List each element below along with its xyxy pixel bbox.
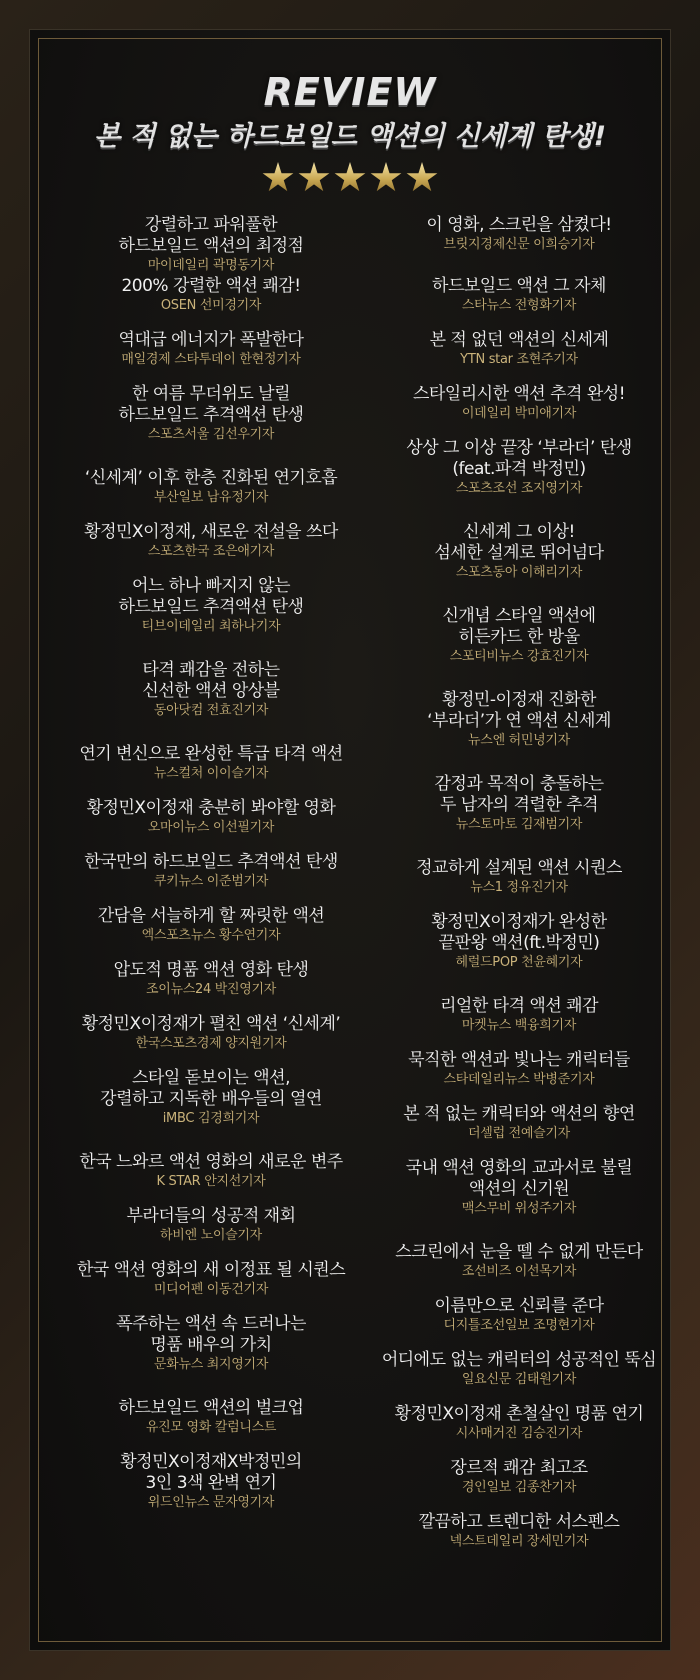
review-source: 스타뉴스 전형화기자 [461,298,577,313]
review-headline: 이 영화, 스크린을 삼켰다! [426,215,612,235]
review-source: 위드인뉴스 문자영기자 [147,1495,275,1510]
review-source: 시사매거진 김승진기자 [455,1426,583,1441]
review-item [55,852,367,890]
review-source: 마켓뉴스 백융희기자 [461,1018,577,1033]
review-headline: 타격 쾌감을 전하는 신선한 액션 앙상블 [142,660,280,701]
review-source: K STAR 안지선기자 [156,1174,266,1189]
review-source: 한국스포츠경제 양지원기자 [135,1036,287,1051]
review-header [30,70,670,194]
review-item [55,468,367,506]
review-headline: 하드보일드 액션의 벌크업 [118,1398,304,1418]
review-item [55,330,367,368]
review-source: 티브이데일리 최하나기자 [141,619,281,634]
review-headline: 황정민X이정재X박정민의 3인 3색 완벽 연기 [120,1452,302,1493]
review-source: YTN star 조현주기자 [460,352,578,367]
review-headline: 신세계 그 이상! 섬세한 설계로 뛰어넘다 [434,522,604,563]
review-headline: 200% 강렬한 액션 쾌감! [121,276,301,296]
review-headline: 정교하게 설계된 액션 시퀀스 [416,858,622,878]
review-source: 뉴스컬처 이이슬기자 [153,766,269,781]
review-item [55,1152,367,1190]
review-headline: 한국 액션 영화의 새 이정표 될 시퀀스 [76,1260,346,1280]
review-source: 매일경제 스타투데이 한현정기자 [121,352,301,367]
review-headline: 압도적 명품 액션 영화 탄생 [113,960,309,980]
review-item [55,1068,367,1127]
review-headline: 본 적 없는 캐릭터와 액션의 향연 [403,1104,635,1124]
review-item [363,1404,675,1442]
review-source: 마이데일리 곽명동기자 [147,258,275,273]
review-headline: 간담을 서늘하게 할 짜릿한 액션 [97,906,325,926]
review-headline: 스타일리시한 액션 추격 완성! [412,384,626,404]
review-headline: 리얼한 타격 액션 쾌감 [439,996,598,1016]
review-item [363,384,675,422]
review-source: 넥스트데일리 장세민기자 [449,1534,589,1549]
review-source: 더셀럽 전예슬기자 [468,1126,570,1141]
review-headline: 연기 변신으로 완성한 특급 타격 액션 [79,744,343,764]
review-headline: 어디에도 없는 캐릭터의 성공적인 뚝심 [381,1350,657,1370]
review-item [55,1398,367,1436]
review-source: 부산일보 남유정기자 [153,490,269,505]
review-item [55,1452,367,1511]
review-source: 뉴스1 정유진기자 [470,880,568,895]
review-item [363,1458,675,1496]
review-source: 이데일리 박미애기자 [461,406,577,421]
review-headline: ‘신세계’ 이후 한층 진화된 연기호흡 [84,468,338,488]
review-item [55,960,367,998]
review-item [363,912,675,971]
review-source: 스포츠서울 김선우기자 [147,427,275,442]
review-headline: 황정민X이정재 충분히 봐야할 영화 [86,798,336,818]
review-headline: 스크린에서 눈을 뗄 수 없게 만든다 [395,1242,643,1262]
review-source: 스포츠동아 이해리기자 [455,565,583,580]
review-headline: 황정민X이정재가 완성한 끝판왕 액션(ft.박정민) [431,912,607,953]
review-source: 문화뉴스 최지영기자 [153,1357,269,1372]
review-headline: 폭주하는 액션 속 드러나는 명품 배우의 가치 [116,1314,306,1355]
review-item [363,522,675,581]
review-item [55,276,367,314]
review-item [55,384,367,443]
review-headline: 역대급 에너지가 폭발한다 [118,330,304,350]
review-item [55,906,367,944]
review-source: 미디어펜 이동건기자 [153,1282,269,1297]
review-item [363,774,675,833]
review-source: 헤럴드POP 천윤혜기자 [455,955,583,970]
review-title: REVIEW [263,70,437,114]
review-source: 오마이뉴스 이선필기자 [147,820,275,835]
review-source: 뉴스토마토 김재범기자 [455,817,583,832]
review-item [363,1050,675,1088]
review-item [363,606,675,665]
review-headline: 하드보일드 액션 그 자체 [432,276,606,296]
review-source: 조선비즈 이선목기자 [461,1264,577,1279]
review-source: 하비엔 노이슬기자 [160,1228,262,1243]
review-item [55,1014,367,1052]
review-headline: 황정민X이정재 촌철살인 명품 연기 [394,1404,644,1424]
review-source: 맥스무비 위성주기자 [461,1201,577,1216]
review-source: 경인일보 김종찬기자 [461,1480,577,1495]
review-item [363,1296,675,1334]
review-item [55,522,367,560]
review-item [363,438,675,497]
review-headline: 신개념 스타일 액션에 히든카드 한 방울 [442,606,596,647]
review-item [363,1104,675,1142]
review-headline: 국내 액션 영화의 교과서로 불릴 액션의 신기원 [405,1158,633,1199]
review-panel [30,30,670,1650]
review-headline: 묵직한 액션과 빛나는 캐릭터들 [408,1050,630,1070]
review-source: 스타데일리뉴스 박병준기자 [443,1072,595,1087]
review-item [363,1158,675,1217]
review-item [363,330,675,368]
review-headline: 한국만의 하드보일드 추격액션 탄생 [84,852,338,872]
review-headline: 스타일 돋보이는 액션, 강렬하고 지독한 배우들의 열연 [100,1068,322,1109]
review-headline: 어느 하나 빠지지 않는 하드보일드 추격액션 탄생 [118,576,304,617]
star-rating [30,162,670,194]
review-source: OSEN 선미경기자 [160,298,262,313]
review-item [363,858,675,896]
star-icon [262,162,294,194]
review-headline: 강렬하고 파워풀한 하드보일드 액션의 최정점 [118,215,304,256]
star-icon [406,162,438,194]
review-headline: 감정과 목적이 충돌하는 두 남자의 격렬한 추격 [434,774,604,815]
review-item [55,1260,367,1298]
review-headline: 이름만으로 신뢰를 준다 [434,1296,604,1316]
review-source: 동아닷컴 전효진기자 [153,703,269,718]
review-subtitle: 본 적 없는 하드보일드 액션의 신세계 탄생! [93,121,607,152]
review-source: 조이뉴스24 박진영기자 [145,982,277,997]
review-source: 쿠키뉴스 이준범기자 [153,874,269,889]
review-source: 스포츠한국 조은애기자 [147,544,275,559]
review-item [55,798,367,836]
review-source: 스포티비뉴스 강효진기자 [449,649,589,664]
review-headline: 상상 그 이상 끝장 ‘부라더’ 탄생 (feat.파격 박정민) [406,438,632,479]
review-item [363,1350,675,1388]
review-source: 스포츠조선 조지영기자 [455,481,583,496]
review-headline: 본 적 없던 액션의 신세계 [429,330,609,350]
review-headline: 한 여름 무더위도 날릴 하드보일드 추격액션 탄생 [118,384,304,425]
review-headline: 황정민X이정재, 새로운 전설을 쓰다 [84,522,338,542]
review-headline: 부라더들의 성공적 재회 [126,1206,296,1226]
review-source: iMBC 김경희기자 [162,1111,260,1126]
review-item [363,996,675,1034]
star-icon [298,162,330,194]
review-item [55,744,367,782]
review-item [363,1512,675,1550]
review-source: 디지틀조선일보 조명현기자 [443,1318,595,1333]
review-headline: 황정민-이정재 진화한 ‘부라더’가 연 액션 신세계 [427,690,611,731]
review-source: 브릿지경제신문 이희승기자 [443,237,595,252]
star-icon [334,162,366,194]
review-item [363,215,675,253]
review-source: 일요신문 김태원기자 [461,1372,577,1387]
review-item [55,576,367,635]
review-item [363,276,675,314]
review-item [363,690,675,749]
review-headline: 깔끔하고 트렌디한 서스펜스 [418,1512,620,1532]
review-headline: 장르적 쾌감 최고조 [450,1458,588,1478]
star-icon [370,162,402,194]
review-source: 엑스포츠뉴스 황수연기자 [141,928,281,943]
review-source: 유진모 영화 칼럼니스트 [145,1420,277,1435]
review-item [55,215,367,274]
review-source: 뉴스엔 허민녕기자 [468,733,570,748]
review-headline: 황정민X이정재가 펼친 액션 ‘신세계’ [81,1014,341,1034]
review-item [55,1206,367,1244]
review-item [55,660,367,719]
review-item [363,1242,675,1280]
review-headline: 한국 느와르 액션 영화의 새로운 변주 [79,1152,343,1172]
review-item [55,1314,367,1373]
